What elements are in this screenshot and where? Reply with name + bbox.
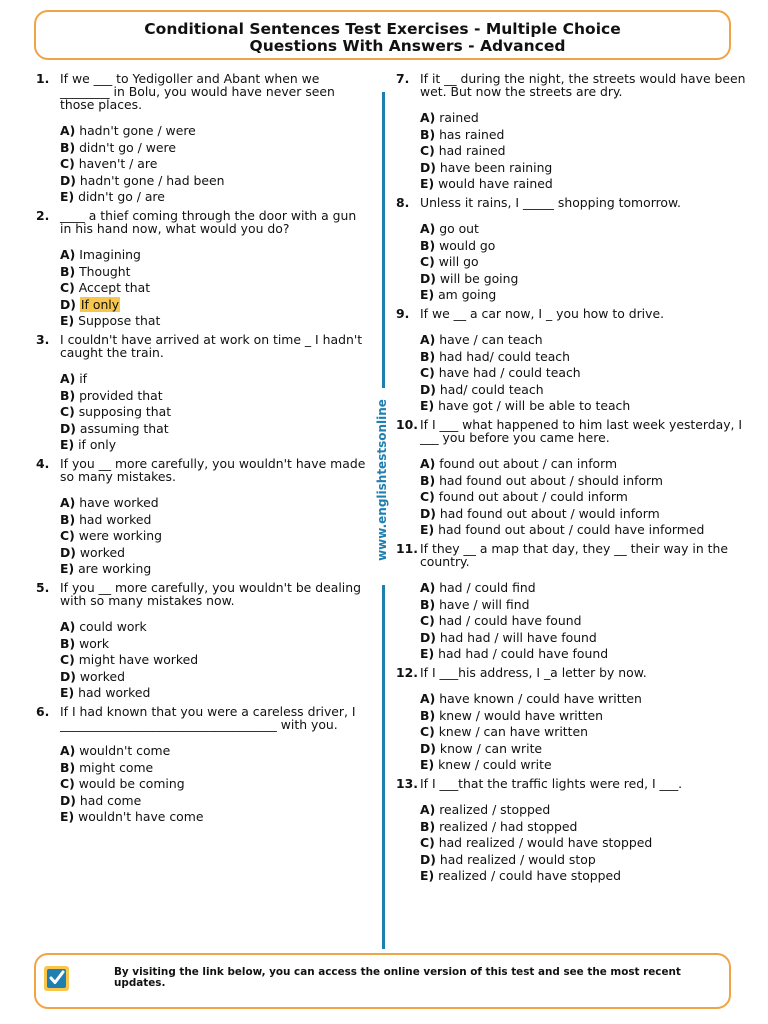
- option-letter: E): [60, 685, 75, 700]
- answer-options: [36, 496, 371, 575]
- question-stem: [36, 72, 371, 111]
- answer-option: [420, 581, 746, 594]
- option-letter: B): [420, 237, 436, 253]
- question-13: [396, 777, 746, 882]
- answer-option: [60, 248, 371, 261]
- question-text: ____ a thief coming through the door with a gun in his hand now, what would you do?: [60, 208, 357, 236]
- option-text: had realized / would have stopped: [438, 835, 653, 850]
- question-text: If I ___his address, I _a letter by now.: [420, 665, 647, 680]
- option-letter: A): [420, 580, 436, 595]
- option-letter: E): [420, 398, 435, 413]
- option-text: if only: [78, 437, 117, 452]
- option-letter: D): [60, 172, 76, 188]
- column-divider-top: [382, 92, 385, 388]
- answer-option: [60, 405, 371, 418]
- answer-option: [420, 853, 746, 866]
- answer-options: [36, 620, 371, 699]
- column-divider-bottom: [382, 585, 385, 949]
- option-text: Accept that: [78, 280, 151, 295]
- option-text: had had / could have found: [438, 646, 609, 661]
- option-text: go out: [439, 221, 479, 236]
- answer-option: [420, 631, 746, 644]
- answer-option: [60, 174, 371, 187]
- option-letter: B): [420, 818, 436, 834]
- option-text: worked: [79, 668, 125, 684]
- questions-right-column: [396, 72, 746, 888]
- option-letter: E): [60, 189, 75, 204]
- answer-option: [60, 562, 371, 575]
- answer-option: [420, 350, 746, 363]
- option-text: had / could find: [439, 580, 536, 595]
- answer-option: [60, 794, 371, 807]
- option-text: might come: [79, 759, 154, 775]
- option-letter: C): [420, 143, 435, 158]
- option-text: work: [79, 635, 110, 651]
- answer-options: [36, 744, 371, 823]
- question-stem: [396, 196, 746, 209]
- option-letter: A): [60, 371, 76, 386]
- option-text: didn't go / were: [79, 139, 176, 155]
- answer-option: [420, 692, 746, 705]
- option-text: had had / will have found: [439, 629, 597, 645]
- option-text: didn't go / are: [78, 189, 165, 204]
- option-letter: D): [420, 381, 436, 397]
- question-number: 13.: [396, 776, 418, 791]
- question-number: 2.: [36, 208, 50, 223]
- question-1: [36, 72, 371, 203]
- question-number: 3.: [36, 332, 50, 347]
- answer-option: [60, 314, 371, 327]
- option-text: found out about / could inform: [438, 489, 628, 504]
- answer-option: [60, 496, 371, 509]
- question-text: If they __ a map that day, they __ their way in the country.: [420, 541, 728, 569]
- questions-left-column: [36, 72, 371, 829]
- answer-option: [60, 637, 371, 650]
- answer-option: [420, 457, 746, 470]
- option-text: are working: [78, 561, 152, 576]
- answer-option: [420, 272, 746, 285]
- question-text: If I ___that the traffic lights were red, I ___.: [420, 776, 683, 791]
- option-text: have known / could have written: [439, 691, 642, 706]
- answer-option: [420, 111, 746, 124]
- question-stem: [396, 72, 746, 98]
- answer-option: [420, 820, 746, 833]
- option-text: have / can teach: [439, 332, 543, 347]
- answer-options: [396, 581, 746, 660]
- option-letter: C): [60, 280, 75, 295]
- answer-option: [60, 653, 371, 666]
- option-text: had come: [79, 792, 142, 808]
- answer-option: [60, 546, 371, 559]
- answer-option: [60, 761, 371, 774]
- option-letter: E): [60, 561, 75, 576]
- answer-option: [420, 725, 746, 738]
- option-letter: C): [420, 489, 435, 504]
- answer-options: [396, 111, 746, 190]
- option-letter: D): [420, 740, 436, 756]
- option-letter: D): [60, 792, 76, 808]
- option-letter: A): [60, 619, 76, 634]
- option-text: Thought: [79, 263, 131, 279]
- answer-option: [60, 529, 371, 542]
- option-letter: D): [420, 629, 436, 645]
- website-link[interactable]: [372, 390, 392, 570]
- answer-options: [36, 124, 371, 203]
- option-letter: C): [60, 776, 75, 791]
- option-letter: B): [60, 263, 76, 279]
- option-text: would go: [439, 237, 496, 253]
- answer-options: [396, 457, 746, 536]
- option-letter: A): [60, 123, 76, 138]
- option-text: have been raining: [439, 159, 553, 175]
- option-letter: A): [420, 802, 436, 817]
- option-text: could work: [79, 619, 147, 634]
- option-text: provided that: [79, 387, 163, 403]
- question-text: If we ___ to Yedigoller and Abant when we ________ in Bolu, you would have never seen those places.: [60, 71, 335, 112]
- option-text: had found out about / could have informed: [438, 522, 705, 537]
- question-11: [396, 542, 746, 660]
- answer-option: [420, 598, 746, 611]
- option-letter: D): [420, 270, 436, 286]
- option-text: realized / had stopped: [439, 818, 578, 834]
- option-text: had rained: [438, 143, 506, 158]
- option-text: found out about / can inform: [439, 456, 618, 471]
- option-letter: C): [60, 404, 75, 419]
- question-10: [396, 418, 746, 536]
- option-text: were working: [78, 528, 163, 543]
- answer-option: [420, 507, 746, 520]
- question-number: 10.: [396, 417, 418, 432]
- question-number: 1.: [36, 71, 50, 86]
- option-letter: E): [60, 809, 75, 824]
- option-text: had worked: [78, 685, 151, 700]
- answer-option: [420, 383, 746, 396]
- option-text: would have rained: [438, 176, 553, 191]
- option-text: had realized / would stop: [439, 851, 596, 867]
- question-text: If we __ a car now, I _ you how to drive.: [420, 306, 665, 321]
- option-letter: E): [420, 287, 435, 302]
- option-text: wouldn't have come: [78, 809, 204, 824]
- option-text: assuming that: [79, 420, 169, 436]
- option-text: have got / will be able to teach: [438, 398, 631, 413]
- answer-option: [420, 647, 746, 660]
- answer-option: [420, 177, 746, 190]
- option-letter: E): [420, 522, 435, 537]
- answer-options: [36, 372, 371, 451]
- question-stem: [36, 333, 371, 359]
- option-letter: A): [420, 110, 436, 125]
- question-3: [36, 333, 371, 451]
- option-letter: A): [60, 495, 76, 510]
- question-number: 5.: [36, 580, 50, 595]
- option-text: might have worked: [78, 652, 199, 667]
- question-text: If you __ more carefully, you wouldn't have made so many mistakes.: [60, 456, 366, 484]
- option-text: would be coming: [78, 776, 185, 791]
- option-text: has rained: [439, 126, 505, 142]
- answer-options: [396, 803, 746, 882]
- option-letter: A): [60, 247, 76, 262]
- answer-option: [420, 288, 746, 301]
- page-title: [36, 21, 729, 55]
- answer-option: [60, 777, 371, 790]
- question-text: If it __ during the night, the streets would have been wet. But now the streets are dry.: [420, 71, 746, 99]
- option-letter: D): [60, 544, 76, 560]
- answer-option: [420, 474, 746, 487]
- question-number: 11.: [396, 541, 418, 556]
- answer-option: [420, 836, 746, 849]
- option-text: haven't / are: [78, 156, 158, 171]
- question-2: [36, 209, 371, 327]
- answer-options: [36, 248, 371, 327]
- option-letter: E): [420, 176, 435, 191]
- answer-option: [60, 141, 371, 154]
- option-text: hadn't gone / were: [79, 123, 196, 138]
- answer-option: [60, 620, 371, 633]
- footer-text: By visiting the link below, you can access the online version of this test and see the most recent updates.: [114, 966, 681, 989]
- option-text: had found out about / should inform: [439, 472, 663, 488]
- question-7: [396, 72, 746, 190]
- question-12: [396, 666, 746, 771]
- title-box: [34, 10, 731, 60]
- option-letter: C): [60, 528, 75, 543]
- question-number: 8.: [396, 195, 410, 210]
- answer-option: [420, 758, 746, 771]
- option-letter: D): [420, 505, 436, 521]
- question-number: 7.: [396, 71, 410, 86]
- answer-option: [420, 128, 746, 141]
- title-line-2: Questions With Answers - Advanced: [249, 37, 566, 55]
- option-letter: A): [420, 691, 436, 706]
- option-letter: E): [60, 313, 75, 328]
- option-text: will go: [438, 254, 479, 269]
- option-letter: C): [420, 724, 435, 739]
- question-6: [36, 705, 371, 823]
- question-5: [36, 581, 371, 699]
- question-stem: [396, 666, 746, 679]
- question-stem: [36, 581, 371, 607]
- option-text: had found out about / would inform: [439, 505, 660, 521]
- option-letter: B): [420, 596, 436, 612]
- option-letter: A): [60, 743, 76, 758]
- question-text: Unless it rains, I _____ shopping tomorrow.: [420, 195, 681, 210]
- answer-options: [396, 333, 746, 412]
- question-number: 12.: [396, 665, 418, 680]
- option-letter: C): [60, 652, 75, 667]
- option-text: knew / can have written: [438, 724, 588, 739]
- question-9: [396, 307, 746, 412]
- option-text: rained: [439, 110, 479, 125]
- option-letter: D): [60, 420, 76, 436]
- option-text: worked: [79, 544, 125, 560]
- option-text: am going: [438, 287, 497, 302]
- answer-option: [60, 389, 371, 402]
- question-stem: [396, 418, 746, 444]
- question-number: 9.: [396, 306, 410, 321]
- answer-option: [60, 744, 371, 757]
- answer-option: [60, 686, 371, 699]
- answer-option: [420, 333, 746, 346]
- option-letter: B): [60, 511, 76, 527]
- answer-option: [420, 803, 746, 816]
- answer-option: [60, 670, 371, 683]
- option-text: had worked: [79, 511, 152, 527]
- option-text: knew / could write: [438, 757, 552, 772]
- answer-option: [420, 490, 746, 503]
- answer-option: [60, 422, 371, 435]
- answer-option: [60, 810, 371, 823]
- answer-option: [60, 298, 371, 311]
- question-stem: [396, 542, 746, 568]
- option-letter: B): [420, 472, 436, 488]
- option-letter: E): [420, 757, 435, 772]
- answer-option: [420, 161, 746, 174]
- answer-option: [60, 124, 371, 137]
- question-text: If you __ more carefully, you wouldn't be dealing with so many mistakes now.: [60, 580, 361, 608]
- option-letter: E): [420, 646, 435, 661]
- option-text: wouldn't come: [79, 743, 171, 758]
- option-text: had / could have found: [438, 613, 582, 628]
- answer-option: [420, 222, 746, 235]
- option-text: know / can write: [439, 740, 543, 756]
- answer-option: [420, 709, 746, 722]
- question-8: [396, 196, 746, 301]
- question-number: 4.: [36, 456, 50, 471]
- answer-option: [60, 513, 371, 526]
- question-number: 6.: [36, 704, 50, 719]
- option-text-highlighted: If only: [80, 296, 120, 312]
- option-text: if: [79, 371, 88, 386]
- option-letter: B): [60, 387, 76, 403]
- option-text: have / will find: [439, 596, 530, 612]
- option-letter: A): [420, 221, 436, 236]
- footer-box: [34, 953, 731, 1009]
- answer-option: [420, 144, 746, 157]
- option-letter: B): [420, 126, 436, 142]
- option-text: realized / could have stopped: [438, 868, 622, 883]
- title-line-1: Conditional Sentences Test Exercises - Multiple Choice: [144, 20, 621, 38]
- question-stem: [396, 307, 746, 320]
- answer-option: [420, 742, 746, 755]
- option-letter: C): [420, 613, 435, 628]
- question-text: If I had known that you were a careless driver, I ___________________________________ with you.: [60, 704, 356, 732]
- question-text: I couldn't have arrived at work on time _ I hadn't caught the train.: [60, 332, 363, 360]
- option-letter: A): [420, 332, 436, 347]
- option-letter: B): [60, 635, 76, 651]
- option-text: hadn't gone / had been: [79, 172, 225, 188]
- question-4: [36, 457, 371, 575]
- option-letter: E): [60, 437, 75, 452]
- option-letter: A): [420, 456, 436, 471]
- answer-option: [420, 869, 746, 882]
- answer-option: [60, 157, 371, 170]
- option-letter: B): [60, 139, 76, 155]
- option-text: supposing that: [78, 404, 172, 419]
- option-letter: D): [60, 668, 76, 684]
- answer-option: [60, 190, 371, 203]
- answer-option: [420, 255, 746, 268]
- option-text: had had/ could teach: [439, 348, 570, 364]
- option-text: knew / would have written: [439, 707, 603, 723]
- checkbox-icon: [42, 963, 72, 993]
- answer-options: [396, 222, 746, 301]
- option-text: have had / could teach: [438, 365, 581, 380]
- option-letter: C): [420, 254, 435, 269]
- answer-option: [60, 281, 371, 294]
- answer-option: [420, 366, 746, 379]
- answer-option: [60, 438, 371, 451]
- option-text: have worked: [79, 495, 159, 510]
- question-stem: [36, 209, 371, 235]
- answer-option: [420, 523, 746, 536]
- answer-options: [396, 692, 746, 771]
- option-letter: C): [420, 365, 435, 380]
- option-text: realized / stopped: [439, 802, 551, 817]
- answer-option: [60, 372, 371, 385]
- option-text: Suppose that: [78, 313, 161, 328]
- answer-option: [420, 614, 746, 627]
- option-letter: B): [60, 759, 76, 775]
- website-link-text[interactable]: www.englishtestsonline: [375, 399, 389, 561]
- option-letter: C): [60, 156, 75, 171]
- option-text: will be going: [439, 270, 519, 286]
- option-text: had/ could teach: [439, 381, 544, 397]
- option-letter: E): [420, 868, 435, 883]
- option-letter: D): [60, 296, 76, 312]
- answer-option: [60, 265, 371, 278]
- question-stem: [36, 705, 371, 731]
- option-text: Imagining: [79, 247, 141, 262]
- option-letter: D): [420, 159, 436, 175]
- question-text: If I ___ what happened to him last week yesterday, I ___ you before you came here.: [420, 417, 743, 445]
- answer-option: [420, 239, 746, 252]
- option-letter: D): [420, 851, 436, 867]
- answer-option: [420, 399, 746, 412]
- question-stem: [396, 777, 746, 790]
- option-letter: B): [420, 707, 436, 723]
- option-letter: C): [420, 835, 435, 850]
- question-stem: [36, 457, 371, 483]
- option-letter: B): [420, 348, 436, 364]
